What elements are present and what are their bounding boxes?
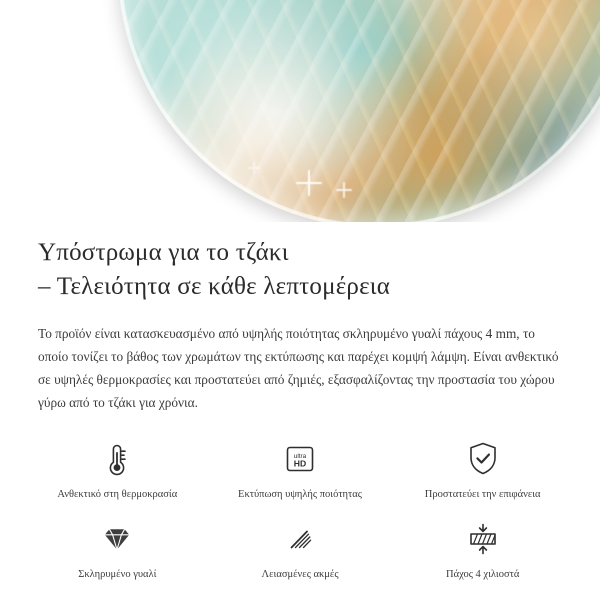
feature-label: Σκληρυμένο γυαλί [78,569,157,580]
title-line-2: – Τελειότητα σε κάθε λεπτομέρεια [38,273,391,300]
feature-label: Εκτύπωση υψηλής ποιότητας [238,489,362,500]
shield-check-icon [464,436,502,482]
feature-label: Ανθεκτικό στη θερμοκρασία [57,489,178,500]
feature-item [26,516,209,582]
feature-label: Πάχος 4 χιλιοστά [446,569,520,580]
ultra-hd-icon [279,436,321,482]
feature-item [26,436,209,502]
diamond-icon [97,516,137,562]
feature-label: Προστατεύει την επιφάνεια [424,489,541,500]
polished-edges-icon [280,516,320,562]
marble-plate-image [118,0,600,222]
svg-text:ultra: ultra [293,453,307,460]
thickness-arrows-icon [461,516,505,562]
content-block [0,222,600,414]
feature-item [391,436,574,502]
svg-text:HD: HD [293,458,307,469]
page-title [38,236,562,304]
feature-grid [0,436,600,582]
feature-label: Λειασμένες ακμές [261,569,339,580]
hero-image [0,0,600,222]
feature-item [391,516,574,582]
title-line-1: Υπόστρωμα για το τζάκι [38,239,289,266]
feature-item [209,436,392,502]
description-paragraph: Το προϊόν είναι κατασκευασμένο από υψηλής ποιότητας σκληρυμένο γυαλί πάχους 4 mm, το οποίο τονίζει το βάθος των χρωμάτων της εκτύπωσης και παρέχει κομψή λάμψη. Είναι ανθεκτικό σε υψηλές θερμοκρασίες και προστατεύει από ζημιές, εξασφαλίζοντας την προστασία του χώρου γύρω από το τζάκι για χρόνια. [38,326,559,410]
thermometer-icon [100,436,134,482]
feature-item [209,516,392,582]
